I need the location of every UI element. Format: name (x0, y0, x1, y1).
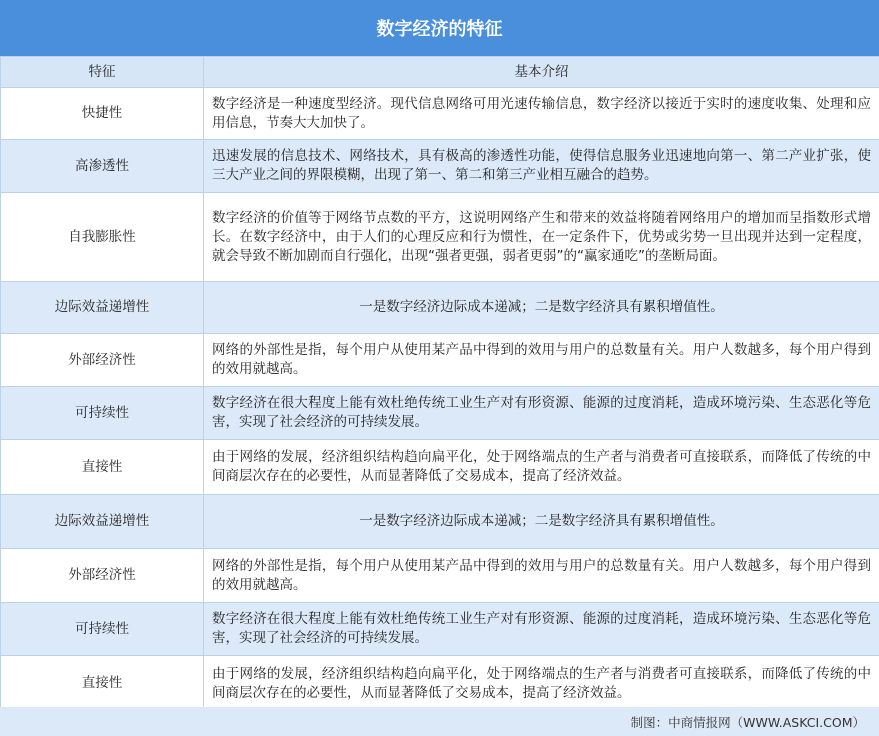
table-row (1, 656, 879, 712)
description-cell: 一是数字经济边际成本递减；二是数字经济具有累积增值性。 (204, 495, 879, 549)
description-cell: 数字经济在很大程度上能有效杜绝传统工业生产对有形资源、能源的过度消耗，造成环境污染、生态恶化等危害，实现了社会经济的可持续发展。 (204, 387, 879, 440)
description-cell: 一是数字经济边际成本递减；二是数字经济具有累积增值性。 (204, 282, 879, 334)
table-row (1, 495, 879, 549)
description-cell: 数字经济是一种速度型经济。现代信息网络可用光速传输信息，数字经济以接近于实时的速度收集、处理和应用信息，节奏大大加快了。 (204, 88, 879, 140)
feature-cell: 直接性 (1, 656, 204, 712)
feature-cell: 边际效益递增性 (1, 282, 204, 334)
description-cell: 数字经济在很大程度上能有效杜绝传统工业生产对有形资源、能源的过度消耗，造成环境污染、生态恶化等危害，实现了社会经济的可持续发展。 (204, 603, 879, 656)
table-row (1, 140, 879, 193)
description-cell: 网络的外部性是指，每个用户从使用某产品中得到的效用与用户的总数量有关。用户人数越多，每个用户得到的效用就越高。 (204, 334, 879, 387)
feature-cell: 可持续性 (1, 603, 204, 656)
feature-cell: 快捷性 (1, 88, 204, 140)
feature-cell: 直接性 (1, 440, 204, 495)
feature-cell: 边际效益递增性 (1, 495, 204, 549)
page-title: 数字经济的特征 (0, 0, 879, 56)
table-row (1, 193, 879, 282)
description-cell: 迅速发展的信息技术、网络技术，具有极高的渗透性功能，使得信息服务业迅速地向第一、第二产业扩张，使三大产业之间的界限模糊，出现了第一、第二和第三产业相互融合的趋势。 (204, 140, 879, 193)
feature-cell: 外部经济性 (1, 549, 204, 603)
description-cell: 由于网络的发展，经济组织结构趋向扁平化，处于网络端点的生产者与消费者可直接联系，而降低了传统的中间商层次存在的必要性，从而显著降低了交易成本，提高了经济效益。 (204, 656, 879, 712)
feature-cell: 高渗透性 (1, 140, 204, 193)
feature-cell: 外部经济性 (1, 334, 204, 387)
table-row (1, 282, 879, 334)
source-credit: 制图：中商情报网（WWW.ASKCI.COM） (0, 707, 879, 736)
table-row (1, 387, 879, 440)
table-row (1, 334, 879, 387)
features-table (0, 56, 879, 712)
description-cell: 数字经济的价值等于网络节点数的平方，这说明网络产生和带来的效益将随着网络用户的增加而呈指数形式增长。在数字经济中，由于人们的心理反应和行为惯性，在一定条件下，优势或劣势一旦出现并达到一定程度，就会导致不断加剧而自行强化，出现“强者更强，弱者更弱”的“赢家通吃”的垄断局面。 (204, 193, 879, 282)
table-row (1, 603, 879, 656)
description-cell: 由于网络的发展，经济组织结构趋向扁平化，处于网络端点的生产者与消费者可直接联系，而降低了传统的中间商层次存在的必要性，从而显著降低了交易成本，提高了经济效益。 (204, 440, 879, 495)
table-row (1, 88, 879, 140)
table-header-row (1, 57, 879, 88)
table-row (1, 440, 879, 495)
feature-cell: 可持续性 (1, 387, 204, 440)
header-description: 基本介绍 (204, 57, 879, 88)
header-feature: 特征 (1, 57, 204, 88)
feature-cell: 自我膨胀性 (1, 193, 204, 282)
table-row (1, 549, 879, 603)
description-cell: 网络的外部性是指，每个用户从使用某产品中得到的效用与用户的总数量有关。用户人数越多，每个用户得到的效用就越高。 (204, 549, 879, 603)
